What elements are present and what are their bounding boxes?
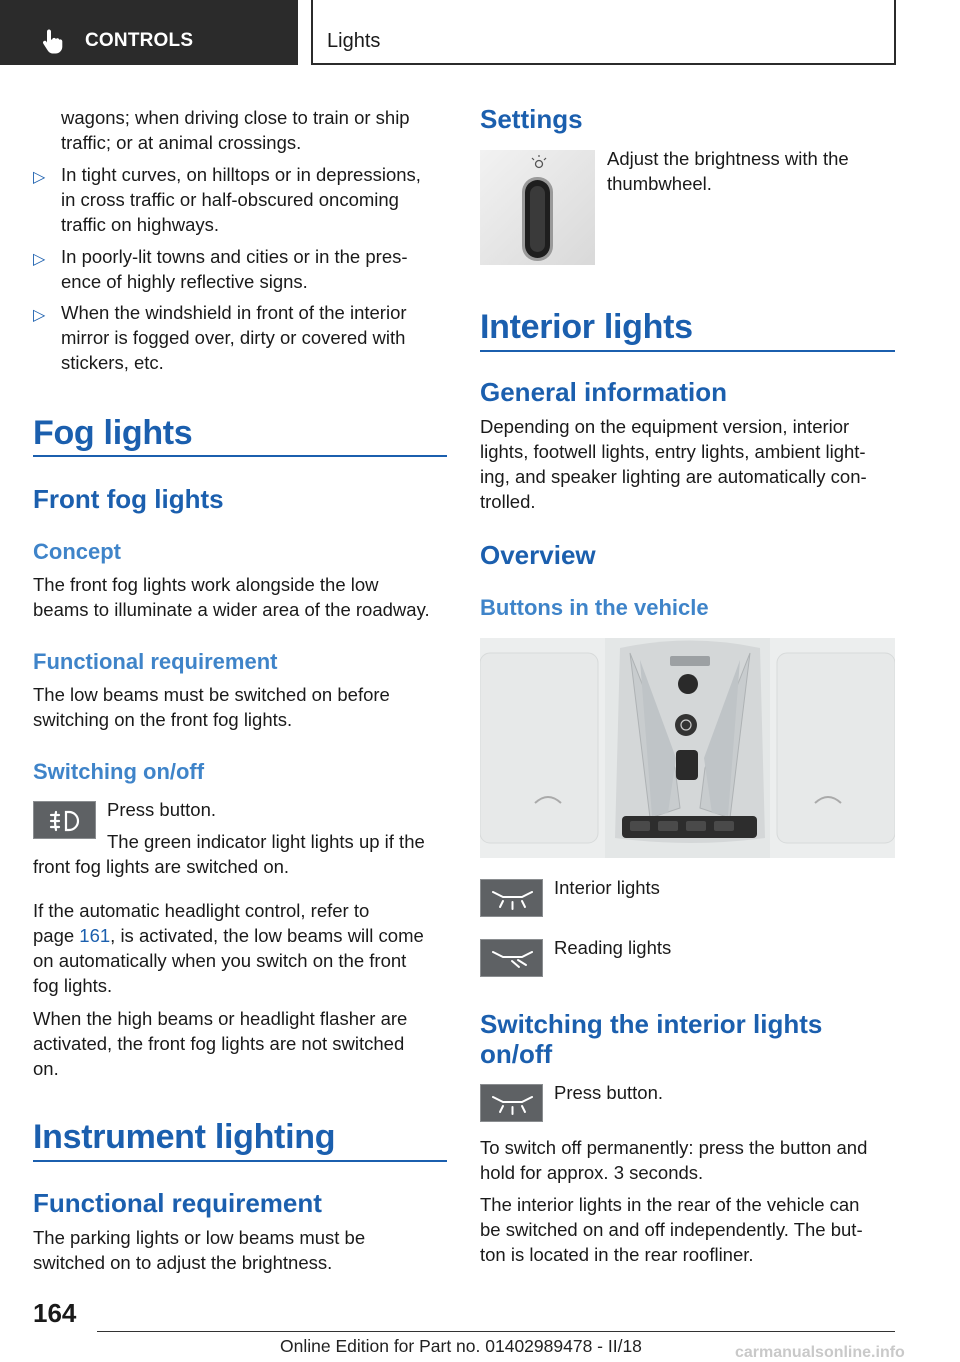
settings-text: Adjust the brightness with the thumbwheel. — [607, 148, 849, 194]
heading-rule — [33, 455, 447, 457]
heading-buttons-in-vehicle: Buttons in the vehicle — [480, 595, 709, 620]
list-item: In poorly-lit towns and cities or in the pres- ence of highly reflective signs. — [61, 246, 408, 292]
intro-text: wagons; when driving close to train or ship traffic; or at animal crossings. — [61, 107, 410, 153]
bullet-icon: ▷ — [33, 251, 46, 268]
heading-front-fog-lights: Front fog lights — [33, 484, 224, 514]
roof-console-image — [480, 638, 895, 858]
list-item: When the windshield in front of the interior mirror is fogged over, dirty or covered with stickers, etc. — [61, 302, 407, 373]
green-indicator-text-1: The green indicator light lights up if the — [107, 831, 425, 852]
heading-rule — [480, 350, 895, 352]
interior-lights-label: Interior lights — [554, 877, 660, 898]
heading-instr-functional-requirement: Functional requirement — [33, 1188, 322, 1218]
interior-lights-button-icon — [480, 879, 543, 917]
bullet-icon: ▷ — [33, 307, 46, 324]
header-category: CONTROLS — [85, 30, 194, 51]
heading-instrument-lighting: Instrument lighting — [33, 1118, 336, 1156]
thumbwheel-image — [480, 150, 595, 265]
page-link[interactable]: 161 — [79, 925, 111, 946]
press-button-text: Press button. — [554, 1082, 664, 1103]
reading-lights-button-icon — [480, 939, 543, 977]
press-button-text: Press button. — [107, 799, 217, 820]
reading-lights-label: Reading lights — [554, 937, 672, 958]
heading-fog-lights: Fog lights — [33, 414, 193, 452]
heading-concept: Concept — [33, 539, 121, 564]
green-indicator-text-2: front fog lights are switched on. — [33, 856, 290, 877]
list-item: In tight curves, on hilltops or in depressions, in cross traffic or half-obscured oncoming traffic on highways. — [61, 164, 421, 235]
permanent-off-text: To switch off permanently: press the button and hold for approx. 3 seconds. — [480, 1137, 868, 1183]
high-beam-text: When the high beams or headlight flasher are activated, the front fog lights are not switched on. — [33, 1008, 408, 1079]
edition-text: Online Edition for Part no. 01402989478 - II/18 — [280, 1336, 642, 1356]
heading-settings: Settings — [480, 104, 583, 134]
heading-general-information: General information — [480, 377, 728, 407]
instr-func-text: The parking lights or low beams must be switched on to adjust the brightness. — [33, 1227, 366, 1273]
page-number: 164 — [33, 1298, 77, 1328]
heading-switching-on-off: Switching on/off — [33, 759, 205, 784]
header-title: Lights — [327, 30, 381, 52]
func-req-text: The low beams must be switched on before switching on the front fog lights. — [33, 684, 390, 730]
footer-rule — [97, 1331, 895, 1332]
rear-lights-text: The interior lights in the rear of the vehicle can be switched on and off independently. The but- ton is located in the rear roofliner. — [480, 1194, 863, 1265]
header-title-box — [311, 0, 896, 65]
general-text: Depending on the equipment version, interior lights, footwell lights, entry lights, ambient light- ing, and speaker lighting are automatically con- trolled. — [480, 416, 867, 512]
interior-lights-button-icon — [480, 1084, 543, 1122]
auto-headlight-text: If the automatic headlight control, refer to page 161, is activated, the low beams will come on automatically when you switch on the front fog lights. — [33, 900, 424, 996]
heading-interior-lights: Interior lights — [480, 308, 693, 346]
heading-overview: Overview — [480, 540, 596, 570]
bullet-icon: ▷ — [33, 169, 46, 186]
hand-pointer-icon — [42, 28, 66, 54]
heading-rule — [33, 1160, 447, 1162]
section-tab-controls — [0, 0, 298, 65]
light-bulb-icon — [532, 155, 546, 168]
fog-light-button-icon — [33, 801, 96, 839]
watermark: carmanualsonline.info — [735, 1344, 905, 1361]
heading-switching-interior-lights: Switching the interior lights on/off — [480, 1009, 823, 1069]
heading-functional-requirement: Functional requirement — [33, 649, 278, 674]
concept-text: The front fog lights work alongside the low beams to illuminate a wider area of the roadway. — [33, 574, 430, 620]
